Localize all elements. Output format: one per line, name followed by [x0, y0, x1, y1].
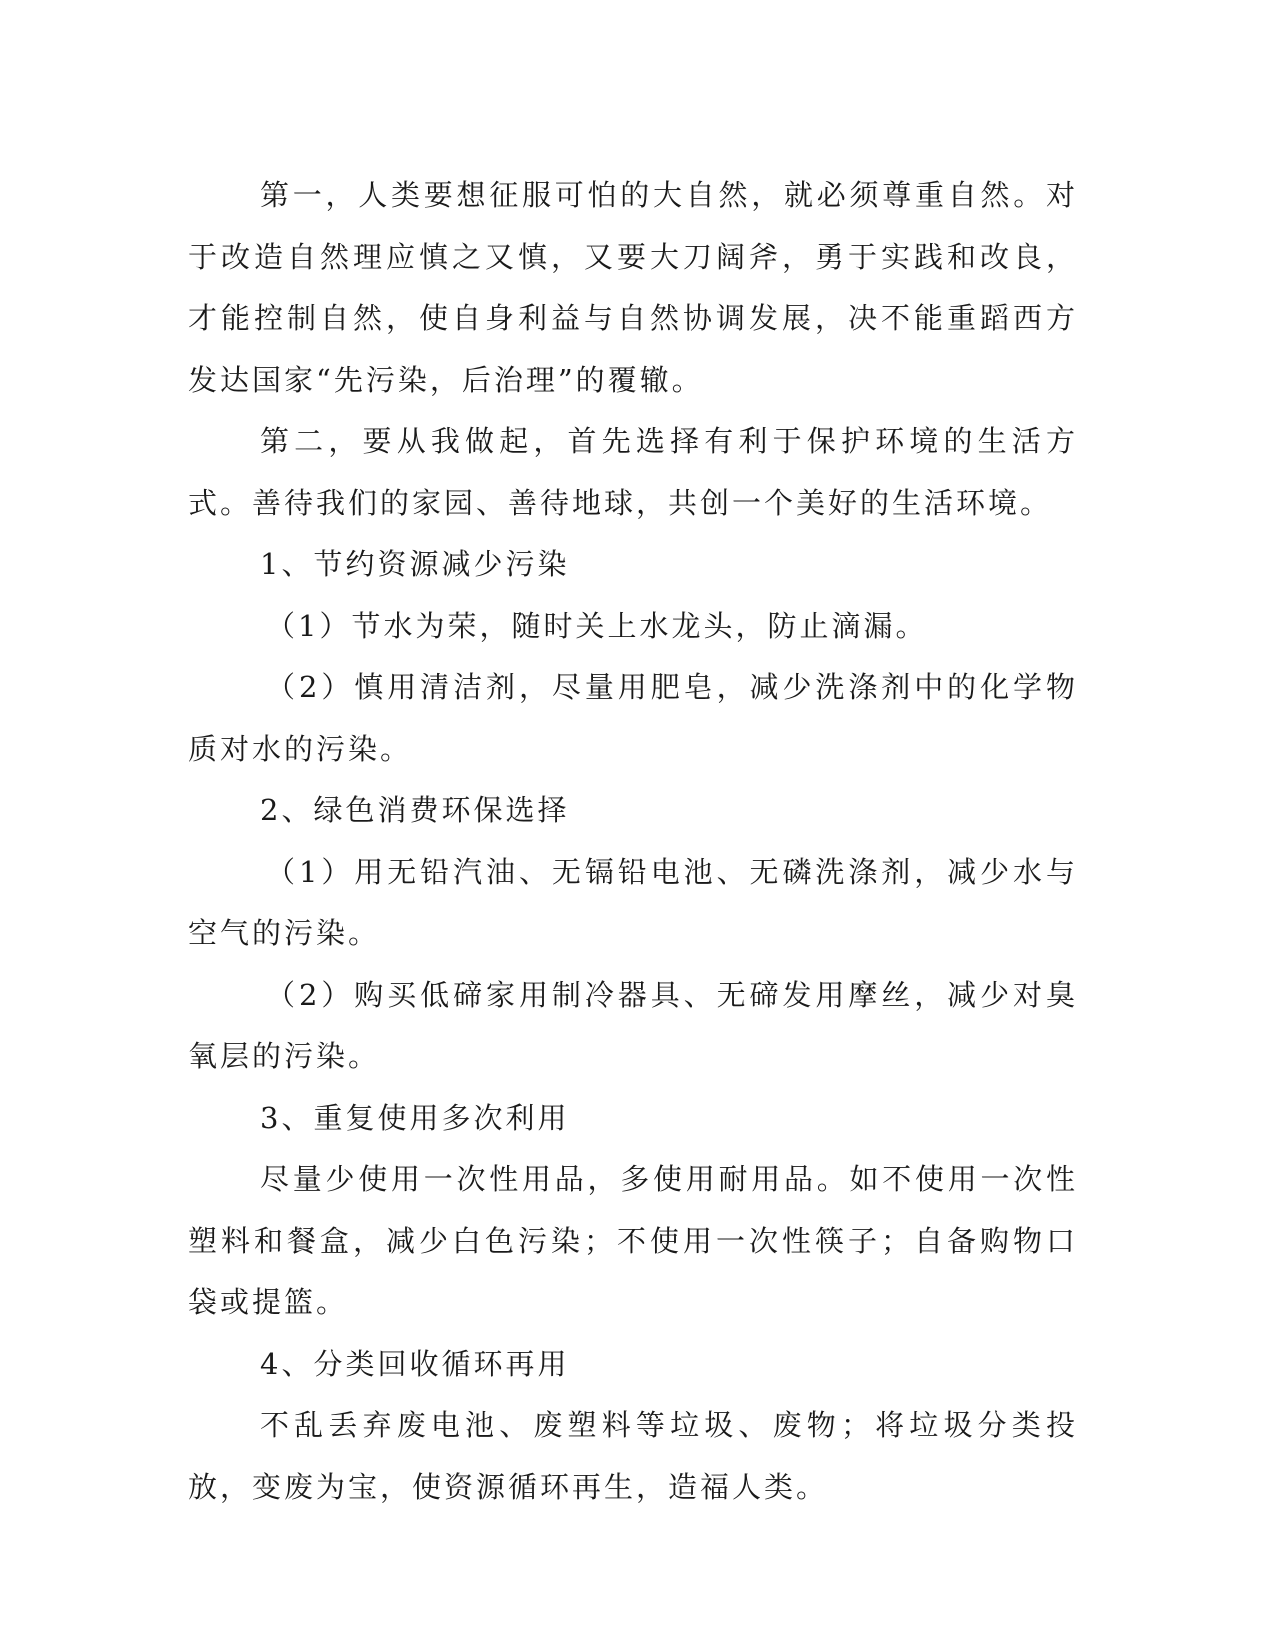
heading-reuse: 3、重复使用多次利用 — [260, 1100, 570, 1135]
document-body — [188, 165, 1078, 1518]
item-save-water: （1）节水为荣，随时关上水龙头，防止滴漏。 — [266, 608, 928, 643]
item-ozone: （2）购买低碲家用制冷器具、无碲发用摩丝，减少对臭氧层的污染。 — [188, 977, 1078, 1073]
item-cleaning-agent: （2）慎用清洁剂，尽量用肥皂，减少洗涤剂中的化学物质对水的污染。 — [188, 670, 1078, 766]
item-lead-free: （1）用无铅汽油、无镉铅电池、无磷洗涤剂，减少水与空气的污染。 — [188, 854, 1078, 950]
heading-green-consumption: 2、绿色消费环保选择 — [260, 793, 570, 827]
paragraph-second-point: 第二，要从我做起，首先选择有利于保护环境的生活方式。善待我们的家园、善待地球，共创一个美好的生活环境。 — [188, 424, 1078, 520]
heading-recycle: 4、分类回收循环再用 — [260, 1346, 570, 1381]
paragraph-reuse: 尽量少使用一次性用品，多使用耐用品。如不使用一次性塑料和餐盒，减少白色污染；不使用一次性筷子；自备购物口袋或提篮。 — [188, 1162, 1078, 1319]
paragraph-recycle: 不乱丢弃废电池、废塑料等垃圾、废物；将垃圾分类投放，变废为宝，使资源循环再生，造福人类。 — [188, 1408, 1078, 1504]
heading-save-resources: 1、节约资源减少污染 — [260, 547, 570, 581]
paragraph-first-point: 第一，人类要想征服可怕的大自然，就必须尊重自然。对于改造自然理应慎之又慎，又要大刀阔斧，勇于实践和改良，才能控制自然，使自身利益与自然协调发展，决不能重蹈西方发达国家“先污染，后治理”的覆辙。 — [188, 178, 1078, 397]
